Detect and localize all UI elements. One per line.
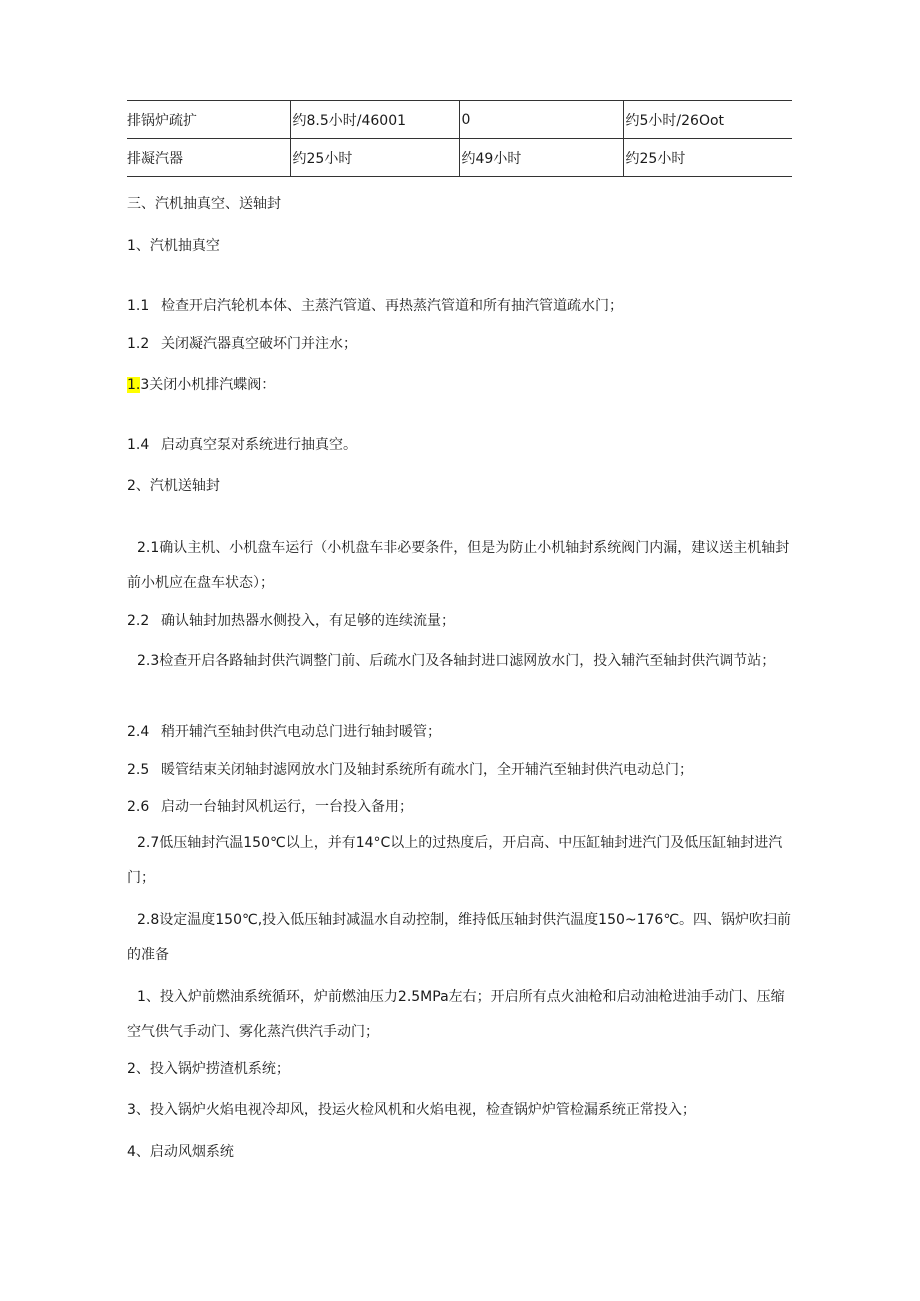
- item-number: 1.1: [127, 298, 150, 314]
- table-cell: 约5小时/26Oot: [623, 101, 792, 139]
- item-text: 稍开辅汽至轴封供汽电动总门进行轴封暖管；: [161, 724, 441, 740]
- paragraph: 1、投入炉前燃油系统循环，炉前燃油压力2.5MPa左右；开启所有点火油枪和启动油枪进油手动门、压缩空气供气手动门、雾化蒸汽供汽手动门；: [127, 989, 785, 1040]
- paragraph: 2.1确认主机、小机盘车运行（小机盘车非必要条件，但是为防止小机轴封系统阀门内漏，建议送主机轴封前小机应在盘车状态）；: [127, 540, 790, 591]
- paragraph: 2.8设定温度150℃,投入低压轴封减温水自动控制，维持低压轴封供汽温度150~176℃。四、锅炉吹扫前的准备: [127, 912, 792, 963]
- item-number: 1.2: [127, 336, 150, 352]
- paragraph: 2.3检查开启各路轴封供汽调整门前、后疏水门及各轴封进口滤网放水门，投入辅汽至轴封供汽调节站；: [137, 653, 776, 669]
- table-cell: 排凝汽器: [127, 139, 290, 177]
- paragraph: [127, 437, 797, 454]
- item-number: 1.4: [127, 437, 150, 453]
- time-table: [127, 100, 792, 177]
- section-heading: 三、汽机抽真空、送轴封: [127, 196, 281, 212]
- table-row: [127, 139, 792, 177]
- paragraph: [127, 724, 797, 741]
- subsection-heading: 2、汽机送轴封: [127, 478, 220, 494]
- item-text: 关闭凝汽器真空破坏门并注水；: [161, 336, 357, 352]
- highlighted-text: 1.: [127, 377, 141, 393]
- item-number: 2.5: [127, 762, 150, 778]
- item-text: 暖管结束关闭轴封滤网放水门及轴封系统所有疏水门，全开辅汽至轴封供汽电动总门；: [161, 762, 693, 778]
- paragraph: 2.7低压轴封汽温150℃以上，并有14°C以上的过热度后，开启高、中压缸轴封进汽门及低压缸轴封进汽门；: [127, 835, 783, 886]
- item-text: 确认轴封加热器水侧投入，有足够的连续流量；: [161, 613, 455, 629]
- item-number: 2.4: [127, 724, 150, 740]
- table-row: [127, 101, 792, 139]
- item-text: 检查开启汽轮机本体、主蒸汽管道、再热蒸汽管道和所有抽汽管道疏水门；: [161, 298, 623, 314]
- table-cell: 约25小时: [623, 139, 792, 177]
- table-cell: 0: [459, 101, 623, 139]
- paragraph: 4、启动风烟系统: [127, 1144, 234, 1160]
- paragraph: 3、投入锅炉火焰电视冷却风，投运火检风机和火焰电视，检查锅炉炉管检漏系统正常投入；: [127, 1102, 696, 1118]
- paragraph: 2、投入锅炉捞渣机系统；: [127, 1061, 290, 1077]
- item-text: 启动一台轴封风机运行，一台投入备用；: [161, 799, 413, 815]
- paragraph: [127, 298, 797, 315]
- table-cell: 约49小时: [459, 139, 623, 177]
- paragraph: [127, 377, 797, 394]
- item-number: 2.2: [127, 613, 150, 629]
- subsection-heading: 1、汽机抽真空: [127, 238, 220, 254]
- item-text: 启动真空泵对系统进行抽真空。: [161, 437, 357, 453]
- table-cell: 排锅炉疏扩: [127, 101, 290, 139]
- table-cell: 约25小时: [290, 139, 459, 177]
- item-text: 3关闭小机排汽蝶阀：: [140, 377, 276, 393]
- paragraph: [127, 799, 797, 816]
- paragraph: [127, 762, 797, 779]
- item-number: 2.6: [127, 799, 150, 815]
- paragraph: [127, 336, 797, 353]
- paragraph: [127, 613, 797, 630]
- table-cell: 约8.5小时/46001: [290, 101, 459, 139]
